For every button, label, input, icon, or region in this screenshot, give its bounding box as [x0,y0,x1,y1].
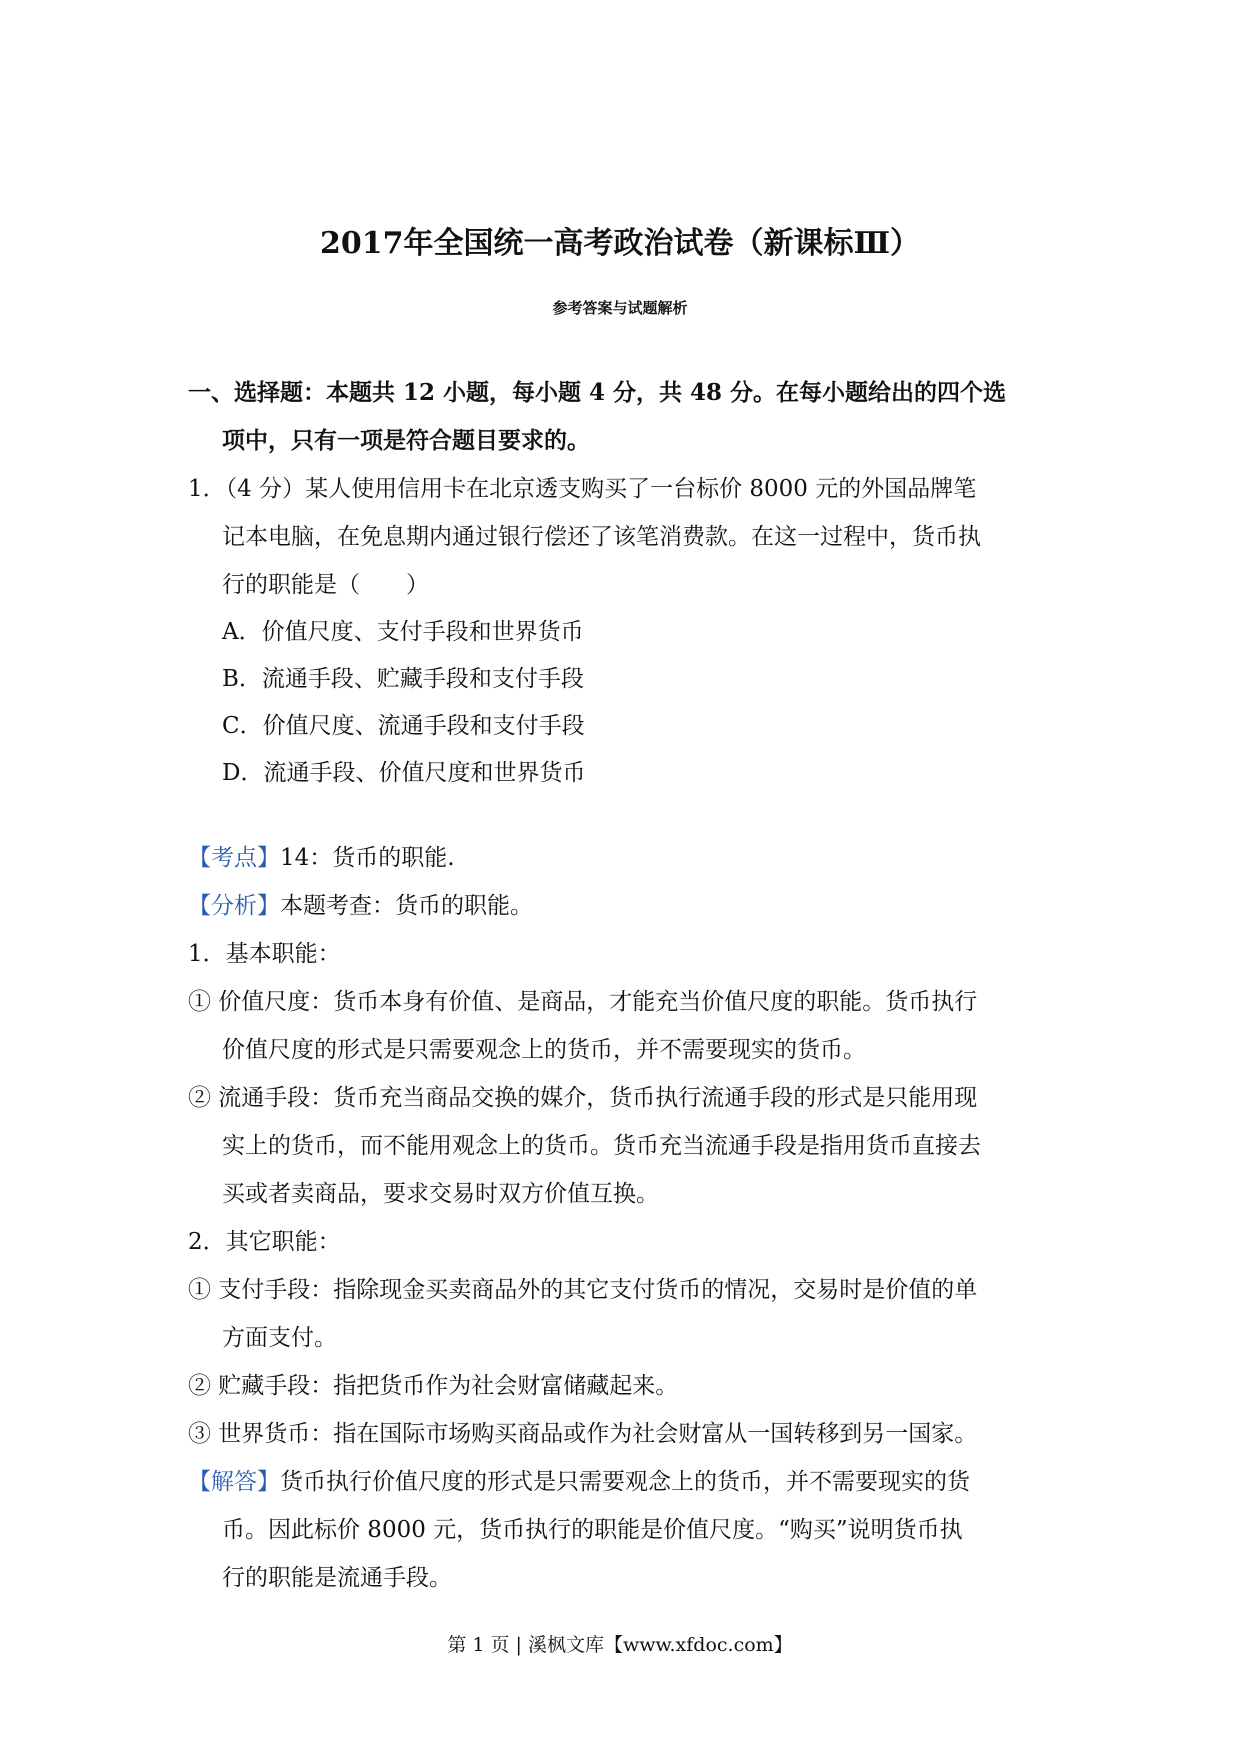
fenxi-tag: 【分析】 [188,893,280,919]
page-title: 2017年全国统一高考政治试卷（新课标Ⅲ） [319,226,921,261]
other-functions-heading: 2．其它职能： [188,1229,341,1255]
option-c: C．价值尺度、流通手段和支付手段 [222,713,585,739]
kaodian-line [188,843,455,873]
jieda-line2: 币。因此标价 8000 元，货币执行的职能是价值尺度。“购买”说明货币执 [222,1517,963,1543]
question-text-line1: 1．（4 分）某人使用信用卡在北京透支购买了一台标价 8000 元的外国品牌笔 [188,476,977,502]
basic-function-2-line1: ② 流通手段：货币充当商品交换的媒介，货币执行流通手段的形式是只能用现 [188,1085,978,1111]
fenxi-line [188,891,533,921]
option-b: B．流通手段、贮藏手段和支付手段 [222,666,584,692]
section-heading-line1: 一、选择题：本题共 12 小题，每小题 4 分，共 48 分。在每小题给出的四个选 [188,379,1007,406]
section-heading-line2: 项中，只有一项是符合题目要求的。 [222,427,590,454]
jieda-text-line1: 货币执行价值尺度的形式是只需要观念上的货币，并不需要现实的货 [280,1469,970,1495]
question-text-line3: 行的职能是（ ） [222,572,429,598]
basic-function-1-line2: 价值尺度的形式是只需要观念上的货币，并不需要现实的货币。 [222,1037,866,1063]
basic-function-2-line3: 买或者卖商品，要求交易时双方价值互换。 [222,1181,659,1207]
question-text-line2: 记本电脑，在免息期内通过银行偿还了该笔消费款。在这一过程中，货币执 [222,524,981,550]
option-d: D．流通手段、价值尺度和世界货币 [222,760,586,786]
option-a: A．价值尺度、支付手段和世界货币 [222,619,584,645]
other-function-2: ② 贮藏手段：指把货币作为社会财富储藏起来。 [188,1373,679,1399]
jieda-line3: 行的职能是流通手段。 [222,1565,452,1591]
basic-function-1-line1: ① 价值尺度：货币本身有价值、是商品，才能充当价值尺度的职能。货币执行 [188,989,978,1015]
kaodian-tag: 【考点】 [188,845,280,871]
basic-function-2-line2: 实上的货币，而不能用观念上的货币。货币充当流通手段是指用货币直接去 [222,1133,981,1159]
kaodian-text: 14：货币的职能. [280,845,455,871]
jieda-tag: 【解答】 [188,1469,280,1495]
basic-functions-heading: 1．基本职能： [188,941,341,967]
other-function-1-line1: ① 支付手段：指除现金买卖商品外的其它支付货币的情况，交易时是价值的单 [188,1277,978,1303]
other-function-3: ③ 世界货币：指在国际市场购买商品或作为社会财富从一国转移到另一国家。 [188,1421,978,1447]
page-footer: 第 1 页 | 溪枫文库【www.xfdoc.com】 [447,1634,793,1656]
jieda-line1 [188,1467,970,1497]
other-function-1-line2: 方面支付。 [222,1325,337,1351]
page-subtitle: 参考答案与试题解析 [552,299,688,317]
fenxi-text: 本题考查：货币的职能。 [280,893,533,919]
